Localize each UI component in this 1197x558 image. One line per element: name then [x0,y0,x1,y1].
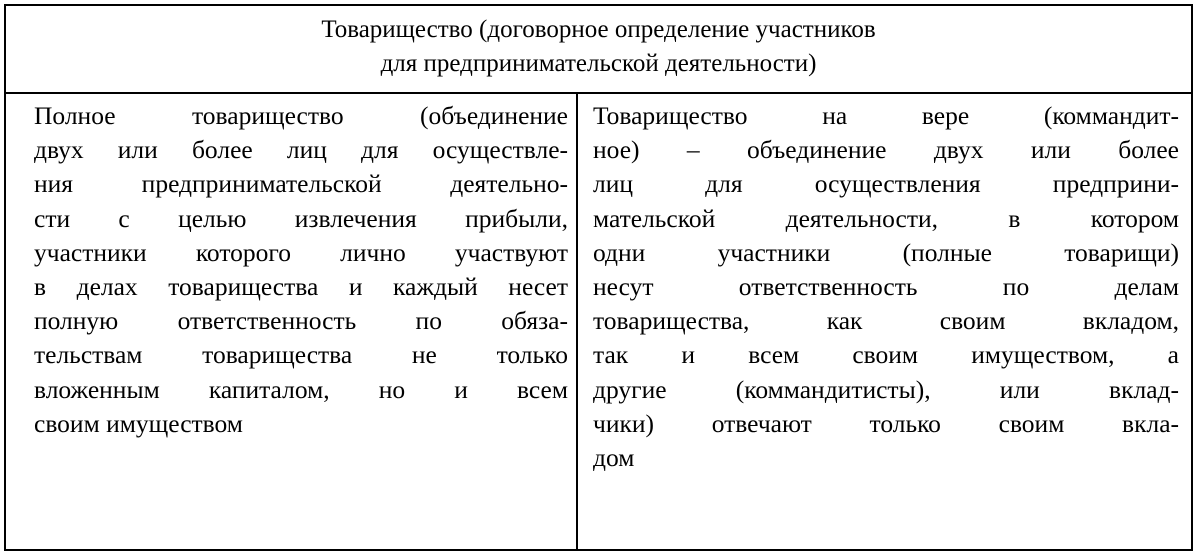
text-line: несут ответственность по делам [593,271,1179,301]
text-line: тельствам товарищества не только [34,340,568,370]
header-line: Товарищество (договорное определение участников [321,16,876,43]
text-line: товарищества, как своим вкладом, [593,306,1179,336]
text-line: двух или более лиц для осуществле- [34,135,568,165]
text-line: полную ответственность по обяза- [34,306,568,336]
partnership-table [4,4,1193,551]
text-line: Полное товарищество (объединение [34,101,568,130]
text-line: дом [593,442,635,472]
text-line: в делах товарищества и каждый несет [34,271,568,301]
text-line: участники которого лично участвуют [34,237,568,267]
limited-partnership-cell [578,94,1191,549]
text-line: своим имуществом [34,408,243,438]
full-partnership-cell [6,94,578,549]
text-line: ное) – объединение двух или более [593,135,1179,165]
text-line: ния предпринимательской деятельно- [34,169,568,199]
text-line: чики) отвечают только своим вкла- [593,408,1179,438]
header-line: для предпринимательской деятельности) [380,50,817,77]
text-line: другие (коммандитисты), или вклад- [593,374,1179,404]
table-header-cell [6,6,1191,94]
text-line: Товарищество на вере (коммандит- [593,101,1179,130]
text-line: мательской деятельности, в котором [593,203,1179,233]
text-line: сти с целью извлечения прибыли, [34,203,568,233]
text-line: так и всем своим имуществом, а [593,340,1179,370]
text-line: вложенным капиталом, но и всем [34,374,568,404]
text-line: лиц для осуществления предприни- [593,169,1179,199]
text-line: одни участники (полные товарищи) [593,237,1179,267]
